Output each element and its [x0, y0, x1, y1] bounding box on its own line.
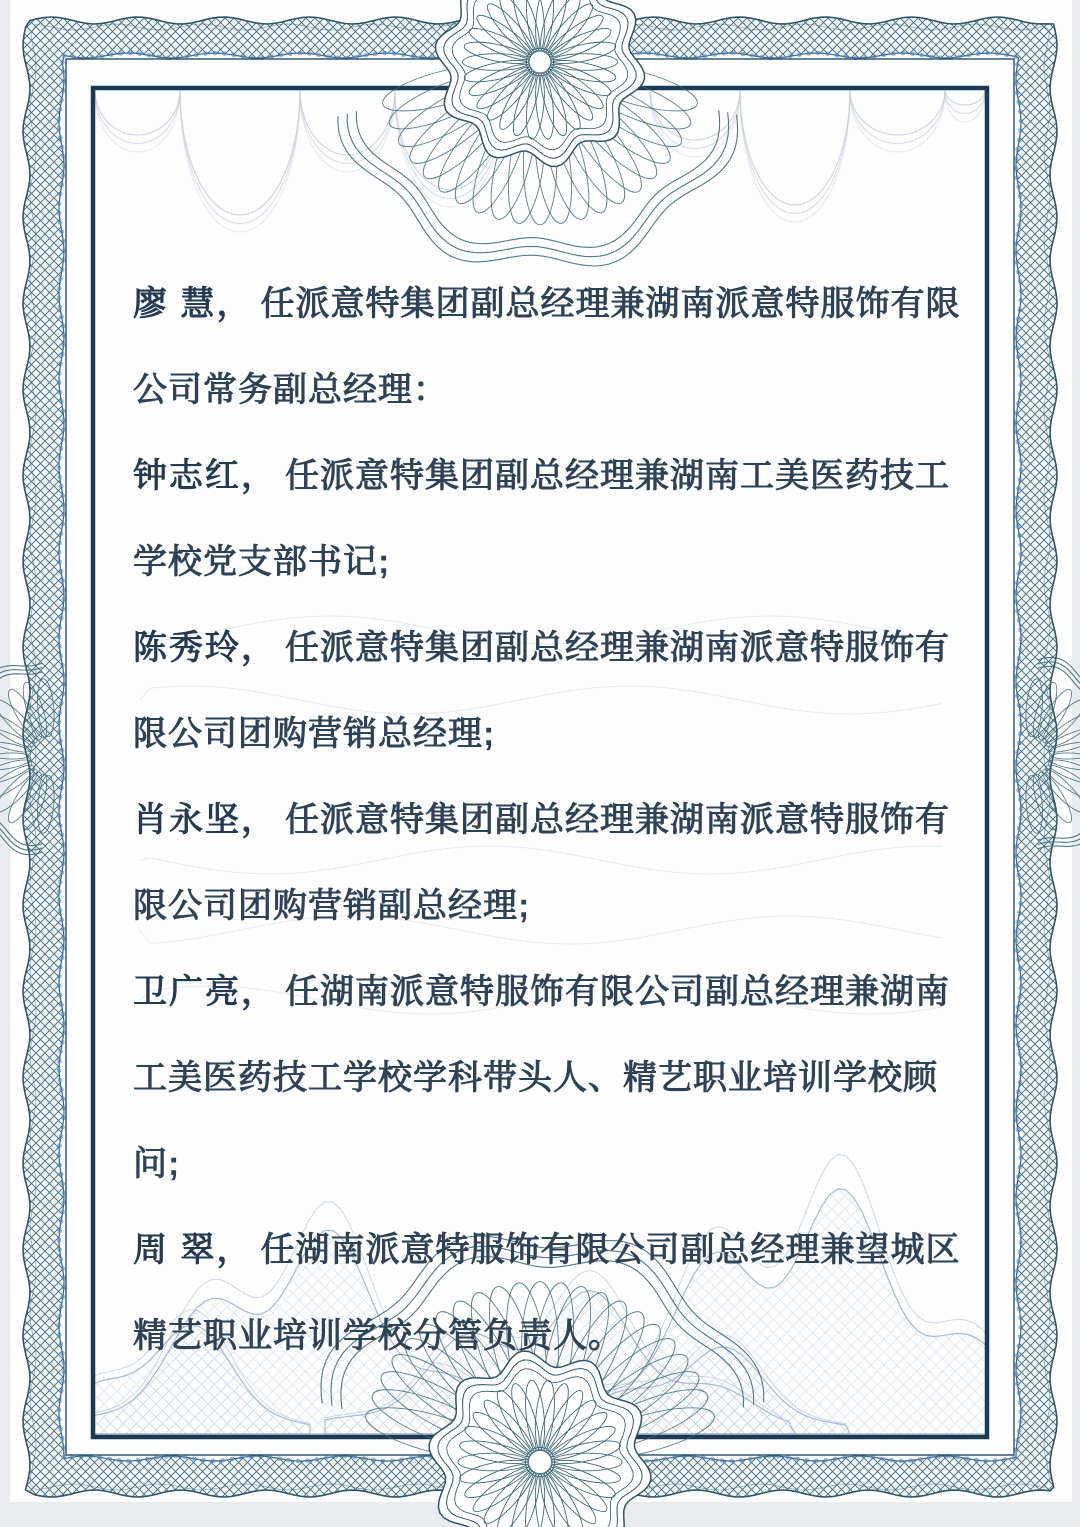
- appointment-entry: [133, 261, 973, 433]
- appointment-role: 任派意特集团副总经理兼湖南派意特服饰有限公司团购营销总经理;: [133, 629, 950, 753]
- appointment-entry: [133, 777, 973, 949]
- person-name: 卫广亮，: [133, 973, 277, 1011]
- appointment-role: 任派意特集团副总经理兼湖南派意特服饰有限公司团购营销副总经理;: [133, 801, 950, 925]
- appointment-entry: [133, 605, 973, 777]
- appointment-role: 任湖南派意特服饰有限公司副总经理兼望城区精艺职业培训学校分管负责人。: [133, 1231, 961, 1355]
- appointment-entry: [133, 433, 973, 605]
- appointment-role: 任派意特集团副总经理兼湖南派意特服饰有限公司常务副总经理：: [133, 285, 961, 409]
- appointment-entry: [133, 949, 973, 1207]
- appointment-entry: [133, 1207, 973, 1379]
- appointment-role: 任湖南派意特服饰有限公司副总经理兼湖南工美医药技工学校学科带头人、精艺职业培训学校顾问;: [133, 973, 950, 1183]
- person-name: 周 翠，: [133, 1231, 253, 1269]
- person-name: 廖 慧，: [133, 285, 253, 323]
- appointment-list: [133, 261, 973, 1379]
- appointment-role: 任派意特集团副总经理兼湖南工美医药技工学校党支部书记;: [133, 457, 950, 581]
- person-name: 钟志红，: [133, 457, 277, 495]
- person-name: 陈秀玲，: [133, 629, 277, 667]
- person-name: 肖永坚，: [133, 801, 277, 839]
